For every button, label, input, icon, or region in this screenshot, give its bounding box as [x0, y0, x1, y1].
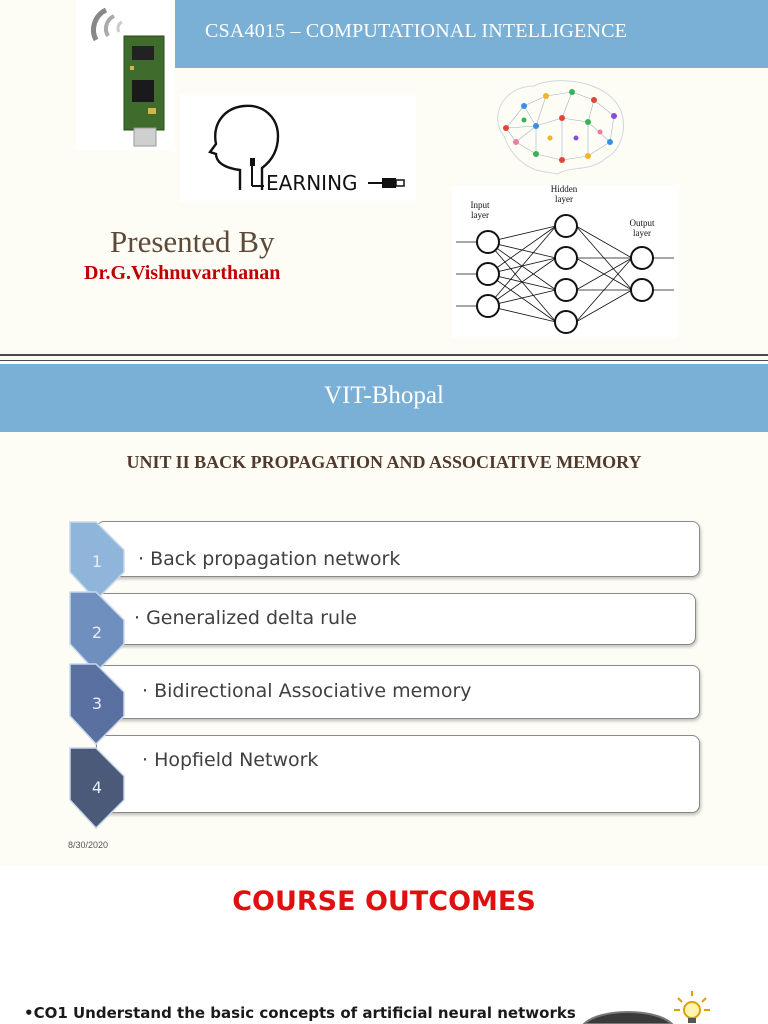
presented-by-label: Presented By — [110, 224, 275, 259]
hidden-layer-label-2: layer — [555, 194, 573, 204]
neural-network-diagram — [452, 186, 678, 338]
course-outcome-1: •CO1 Understand the basic concepts of artificial neural networks — [24, 1004, 576, 1022]
input-layer-label-2: layer — [471, 210, 489, 220]
institution-title: VIT-Bhopal — [324, 382, 444, 409]
dark-shape-image — [580, 1004, 676, 1024]
hidden-layer-label-1: Hidden — [550, 184, 578, 194]
topic-label-1: · Back propagation network — [138, 548, 401, 570]
topic-label-4: · Hopfield Network — [142, 749, 319, 771]
output-layer-label-2: layer — [633, 228, 651, 238]
brain-network-image — [484, 76, 634, 186]
separator-line — [0, 354, 768, 356]
course-title: CSA4015 – COMPUTATIONAL INTELLIGENCE — [205, 20, 628, 42]
slide-date: 8/30/2020 — [68, 840, 109, 850]
learning-logo-image — [180, 94, 416, 202]
input-layer-label-1: Input — [470, 200, 490, 210]
topic-number-4: 4 — [91, 778, 103, 797]
learning-logo-text: EARNING — [266, 171, 358, 195]
unit-title: UNIT II BACK PROPAGATION AND ASSOCIATIVE MEMORY — [126, 452, 642, 472]
presenter-name: Dr.G.Vishnuvarthanan — [84, 262, 281, 284]
topic-number-3: 3 — [91, 694, 103, 713]
topic-row-4 — [96, 735, 700, 813]
separator-line-thin — [0, 360, 768, 361]
usb-device-image — [76, 0, 174, 150]
output-layer-label-1: Output — [629, 218, 655, 228]
topic-number-2: 2 — [91, 623, 103, 642]
lightbulb-icon — [672, 990, 712, 1024]
course-outcomes-title: COURSE OUTCOMES — [232, 886, 536, 917]
topic-number-1: 1 — [91, 552, 103, 571]
topic-label-3: · Bidirectional Associative memory — [142, 680, 472, 702]
topic-label-2: · Generalized delta rule — [134, 607, 357, 629]
